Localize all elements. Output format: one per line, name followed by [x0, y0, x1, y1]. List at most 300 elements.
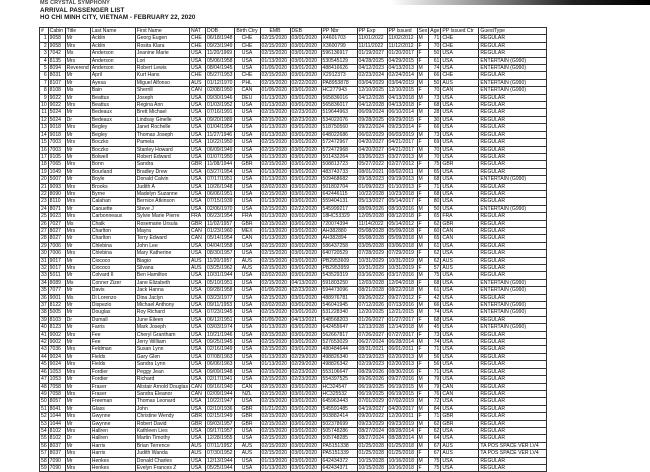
cell-first-name: Sherrill	[135, 87, 189, 94]
cell-last-name: Chalk	[90, 220, 135, 227]
cell-passport-expiry: 05/13/2027	[357, 198, 387, 205]
cell-sex: F	[417, 294, 429, 301]
cell-cabin: 8071	[48, 205, 65, 212]
cell-passport-issued-country: USA	[441, 57, 479, 64]
table-row	[40, 198, 547, 205]
cell-sex: F	[417, 464, 429, 471]
cell-passport-expiry: 09/22/2024	[357, 124, 387, 131]
cell-passport-number: 591803250	[321, 279, 357, 286]
cell-cabin: 9024	[48, 361, 65, 368]
cell-passport-issued-country: USA	[441, 398, 479, 405]
table-row	[40, 324, 547, 331]
cell-passport-expiry: 03/16/2026	[357, 272, 387, 279]
cell-nationality: USA	[190, 346, 206, 353]
cell-passport-issued-country: USA	[441, 131, 479, 138]
cell-cabin: 5011	[48, 272, 65, 279]
cell-cabin: 9093	[48, 183, 65, 190]
cell-emb: 02/15/2020	[260, 257, 290, 264]
cell-sex: F	[417, 227, 429, 234]
cell-title: Ms	[65, 220, 90, 227]
cell-index: 53	[41, 420, 47, 427]
cell-emb: 01/13/2020	[260, 94, 290, 101]
cell-passport-issued: 08/10/2016	[387, 205, 417, 212]
cell-title: Mrs	[65, 42, 90, 49]
cell-index: 10	[41, 102, 47, 109]
cell-last-name: Boczko	[90, 146, 135, 153]
cell-dob: 06/06/1951	[207, 190, 233, 197]
cell-passport-issued: 07/27/2017	[387, 331, 417, 338]
table-row	[40, 87, 547, 94]
cell-age: 56	[429, 361, 441, 368]
cell-emb: 02/15/2020	[260, 250, 290, 257]
cell-cabin: 7003	[48, 146, 65, 153]
cell-cabin: 7006	[48, 242, 65, 249]
cell-passport-issued: 04/13/2013	[387, 65, 417, 72]
cell-age: 70	[429, 153, 441, 160]
cell-passport-issued: 12/20/2011	[387, 413, 417, 420]
cell-passport-expiry: 12/05/2028	[357, 213, 387, 220]
cell-guest-type: REGULAR	[479, 102, 547, 109]
cell-passport-issued: 01/25/2018	[387, 442, 417, 449]
cell-nationality: USA	[190, 361, 206, 368]
cell-first-name: Christine Wendy	[135, 413, 189, 420]
cell-index: 51	[41, 405, 47, 412]
cell-passport-expiry: 04/12/2023	[357, 65, 387, 72]
cell-dob: 09/25/1945	[207, 339, 233, 346]
cell-cabin: 8103	[48, 316, 65, 323]
cell-sex: F	[417, 50, 429, 57]
cell-index: 23	[41, 198, 47, 205]
cell-passport-issued: 03/04/2019	[387, 79, 417, 86]
cell-birth-country: USA	[234, 427, 260, 434]
cell-age: 80	[429, 198, 441, 205]
cell-nationality: FRA	[190, 213, 206, 220]
cell-first-name: Rosemarie Ursula	[135, 220, 189, 227]
cell-index: 44	[41, 353, 47, 360]
table-row	[40, 42, 547, 49]
cell-nationality: AUS	[190, 442, 206, 449]
table-row	[40, 131, 547, 138]
cell-dob: 09/17/1957	[207, 427, 233, 434]
table-row	[40, 161, 547, 168]
cell-nationality: USA	[190, 168, 206, 175]
cell-dob: 05/27/1953	[207, 72, 233, 79]
cell-sex: M	[417, 176, 429, 183]
cell-passport-issued: 05/14/2017	[387, 198, 417, 205]
cell-cabin: 8027	[48, 227, 65, 234]
table-row	[40, 265, 547, 272]
table-row	[40, 116, 547, 123]
cell-passport-expiry: 10/31/2029	[357, 265, 387, 272]
cell-deb: 02/22/2020	[290, 79, 321, 86]
cell-passport-issued-country: USA	[441, 309, 479, 316]
cell-guest-type: REGULAR	[479, 109, 547, 116]
cell-birth-country: NZL	[234, 390, 260, 397]
cell-birth-country: USA	[234, 435, 260, 442]
table-row	[40, 353, 547, 360]
cell-dob: 03/25/1962	[207, 265, 233, 271]
cell-last-name: Fordier	[90, 376, 135, 383]
cell-cabin: 9017	[48, 257, 65, 264]
cell-birth-country: USA	[234, 316, 260, 323]
cell-dob: 09/16/1940	[207, 383, 233, 390]
cell-passport-expiry: 12/13/2028	[357, 324, 387, 331]
cell-passport-number: 562667817	[321, 331, 357, 338]
passenger-table	[39, 27, 547, 472]
cell-title: Dr	[65, 116, 90, 123]
table-row	[40, 390, 547, 397]
cell-passport-issued-country: USA	[441, 435, 479, 442]
cell-index: 54	[41, 427, 47, 434]
cell-index: 6	[40, 72, 49, 79]
cell-passport-number: 645963443	[321, 398, 357, 405]
cell-passport-issued: 04/21/2017	[387, 146, 417, 153]
cell-dob: 06/06/1963	[207, 361, 233, 368]
cell-birth-country: AUS	[234, 450, 260, 457]
cell-guest-type: REGULAR	[479, 250, 547, 257]
cell-age: 68	[429, 279, 441, 286]
cell-guest-type: ENTERTAIN (G990)	[479, 279, 547, 286]
cell-sex: F	[417, 161, 429, 168]
cell-index: 22	[41, 190, 47, 197]
cell-age: 79	[429, 376, 441, 383]
cell-emb: 01/13/2020	[260, 324, 290, 331]
cell-dob: 03/27/1954	[207, 168, 233, 175]
cell-deb: 03/01/2020	[290, 198, 321, 205]
table-row	[40, 220, 547, 227]
cell-last-name: Carbonneaux	[90, 213, 135, 220]
cell-deb: 03/01/2020	[290, 427, 321, 434]
cell-deb: 03/01/2020	[290, 442, 321, 449]
cell-passport-issued: 04/13/2018	[387, 94, 417, 101]
cell-index: 3	[40, 50, 49, 57]
table-row	[40, 346, 547, 353]
cell-index: 52	[41, 413, 47, 420]
cell-guest-type: REGULAR	[479, 383, 547, 390]
cell-index: 2	[40, 42, 49, 49]
cell-title: Mrs	[65, 250, 90, 257]
cell-title: Ms	[65, 87, 90, 94]
cell-dob: 11/20/1957	[207, 257, 233, 264]
cell-passport-expiry: 04/12/2028	[357, 102, 387, 109]
cell-emb: 02/15/2020	[260, 294, 290, 301]
cell-passport-expiry: 07/26/2027	[357, 331, 387, 338]
cell-age: 75	[429, 464, 441, 471]
cell-passport-issued-country: CAN	[441, 235, 479, 242]
cell-passport-expiry: 03/26/2023	[357, 153, 387, 160]
cell-nationality: USA	[190, 109, 206, 116]
cell-passport-issued: 05/09/2018	[387, 227, 417, 234]
cell-first-name: Jane Elizabeth	[135, 279, 189, 286]
cell-emb: 02/15/2020	[260, 435, 290, 442]
cell-birth-country: CAN	[234, 87, 260, 94]
column-header-passport-issued-country: PP Issued Ctr	[441, 28, 479, 35]
cell-first-name: Mayra	[135, 227, 189, 234]
cell-passport-issued: 06/19/2015	[387, 390, 417, 397]
cell-index: 43	[41, 346, 47, 353]
cell-passport-expiry: 08/09/2026	[357, 205, 387, 212]
cell-last-name: Gwynne	[90, 413, 135, 420]
cell-cabin: 8102	[48, 427, 65, 434]
cell-passport-issued-country: AUS	[441, 442, 479, 449]
cell-passport-number: 548568203	[321, 316, 357, 323]
cell-deb: 03/01/2020	[290, 272, 321, 279]
table-row	[40, 50, 547, 57]
cell-passport-number: 572472968	[321, 146, 357, 153]
cell-emb: 01/13/2020	[260, 361, 290, 368]
cell-cabin: 9018	[48, 131, 65, 138]
cell-index: 42	[41, 339, 47, 346]
cell-deb: 03/01/2020	[290, 250, 321, 257]
cell-sex: F	[417, 346, 429, 353]
cell-cabin: 7003	[48, 139, 65, 146]
cell-first-name: Stanley Howard	[135, 146, 189, 153]
cell-cabin: 9002	[48, 339, 65, 346]
cell-age: 57	[429, 265, 441, 272]
cell-deb: 03/01/2020	[290, 94, 321, 101]
cell-first-name: June Eileen	[135, 316, 189, 323]
cell-birth-country: DEU	[234, 94, 260, 101]
cell-title: Mrs	[65, 183, 90, 190]
cell-title: Mr	[65, 398, 90, 405]
cell-title: Mrs	[65, 198, 90, 205]
cell-birth-country: GBR	[234, 161, 260, 168]
cell-emb: 01/13/2020	[260, 131, 290, 138]
cell-guest-type: REGULAR	[479, 435, 547, 442]
cell-birth-country: GBR	[234, 413, 260, 420]
cell-last-name: Hallren	[90, 435, 135, 442]
cell-last-name: Henkes	[90, 457, 135, 464]
cell-guest-type: REGULAR	[479, 464, 547, 471]
cell-deb: 03/01/2020	[290, 420, 321, 427]
cell-last-name: Begley	[90, 131, 135, 138]
table-row	[40, 109, 547, 116]
cell-sex: F	[417, 124, 429, 131]
cell-age: 30	[429, 116, 441, 123]
cell-passport-number: 509468682	[321, 176, 357, 183]
cell-first-name: Michael Anthony	[135, 302, 189, 309]
cell-passport-issued-country: USA	[441, 324, 479, 331]
cell-sex: M	[417, 376, 429, 383]
table-row	[40, 368, 547, 375]
cell-emb: 01/13/2020	[260, 57, 290, 64]
cell-passport-expiry: 09/20/2022	[357, 413, 387, 420]
cell-passport-issued: 09/27/2012	[387, 294, 417, 301]
cell-deb: 03/01/2020	[290, 161, 321, 168]
cell-passport-issued-country: USA	[441, 272, 479, 279]
cell-birth-country: USA	[234, 346, 260, 353]
cell-title: Mr	[65, 324, 90, 331]
cell-nationality: USA	[190, 324, 206, 331]
cell-guest-type: REGULAR	[479, 35, 547, 42]
cell-sex: M	[417, 242, 429, 249]
cell-cabin: 8123	[48, 324, 65, 331]
cell-age: 28	[429, 109, 441, 116]
cell-passport-number: 519644963	[321, 109, 357, 116]
cell-sex: M	[417, 168, 429, 175]
cell-index: 16	[41, 146, 47, 153]
cell-passport-issued-country: USA	[441, 361, 479, 368]
cell-passport-issued-country: CAN	[441, 227, 479, 234]
cell-guest-type: REGULAR	[479, 94, 547, 101]
cell-age: 56	[429, 353, 441, 360]
cell-deb: 03/01/2020	[290, 153, 321, 160]
cell-passport-number: 505748286	[321, 427, 357, 434]
cell-emb: 01/13/2020	[260, 176, 290, 183]
cell-passport-expiry: 12/03/2028	[357, 279, 387, 286]
cell-index: 11	[41, 109, 47, 116]
cell-age: 74	[429, 309, 441, 316]
cell-sex: M	[417, 131, 429, 138]
table-row	[40, 190, 547, 197]
cell-title: Ms	[65, 279, 90, 286]
cell-index: 41	[41, 331, 47, 338]
table-row	[40, 257, 547, 264]
cell-birth-country: USA	[234, 294, 260, 301]
cell-cabin: 9058	[48, 35, 65, 42]
cell-birth-country: USA	[234, 57, 260, 64]
cell-age: 60	[429, 227, 441, 234]
cell-title: Mrs	[65, 464, 90, 471]
cell-sex: F	[417, 87, 429, 94]
cell-cabin: 7077	[48, 287, 65, 294]
cell-index: 17	[41, 153, 47, 160]
cell-guest-type: REGULAR	[479, 413, 547, 420]
cell-passport-expiry: 04/20/2027	[357, 139, 387, 146]
cell-sex: M	[417, 94, 429, 101]
cell-last-name: Fraser	[90, 383, 135, 390]
cell-passport-issued: 06/01/2011	[387, 346, 417, 353]
cell-guest-type: REGULAR	[479, 353, 547, 360]
cell-dob: 09/28/1958	[207, 287, 233, 294]
cell-age: 61	[429, 57, 441, 64]
cell-title: Mrs	[65, 346, 90, 353]
column-header-age: Age	[430, 28, 440, 34]
table-row	[40, 205, 547, 212]
column-header-index: #	[40, 28, 49, 35]
cell-passport-expiry: 04/19/2027	[357, 405, 387, 412]
cell-first-name: Evelyn Frances Z	[135, 464, 189, 471]
cell-passport-number: AH382880	[321, 227, 357, 234]
cell-last-name: Bedeaux	[90, 109, 135, 116]
cell-passport-expiry: 01/25/2028	[357, 450, 387, 457]
cell-guest-type: REGULAR	[479, 457, 547, 464]
cell-last-name: Byrne	[90, 190, 135, 197]
cell-nationality: USA	[190, 146, 206, 153]
cell-title: Mrs	[65, 368, 90, 375]
cell-passport-number: HC277943	[321, 87, 357, 94]
cell-emb: 01/13/2020	[260, 213, 290, 220]
cell-cabin: 9023	[48, 213, 65, 220]
cell-title: Mr	[65, 457, 90, 464]
cell-guest-type: ENTERTAIN (G990)	[479, 302, 547, 309]
cell-deb: 03/01/2020	[290, 176, 321, 183]
cell-dob: 01/12/1970	[207, 79, 233, 86]
cell-first-name: Gary Glen	[135, 353, 189, 360]
cell-passport-issued-country: USA	[441, 302, 479, 309]
cell-passport-expiry: 04/20/2027	[357, 146, 387, 153]
cell-sex: M	[417, 72, 429, 79]
cell-last-name: Acklin	[90, 42, 135, 49]
cell-emb: 02/15/2020	[260, 450, 290, 457]
cell-emb: 02/15/2020	[260, 79, 290, 86]
cell-index: 8	[40, 87, 49, 94]
cell-passport-issued: 06/19/2015	[387, 383, 417, 390]
cell-index: 55	[41, 435, 47, 442]
cell-deb: 03/01/2020	[290, 331, 321, 338]
cell-emb: 02/15/2020	[260, 242, 290, 249]
cell-passport-number: 642446115	[321, 190, 357, 197]
cell-first-name: Dina Jaclyn	[135, 294, 189, 301]
cell-passport-issued-country: USA	[441, 65, 479, 72]
cell-passport-expiry: 06/19/2025	[357, 383, 387, 390]
cell-passport-issued-country: CAN	[441, 87, 479, 94]
cell-emb: 02/15/2020	[260, 190, 290, 197]
cell-dob: 11/27/1946	[207, 131, 233, 138]
cell-passport-issued-country: USA	[441, 50, 479, 57]
cell-cabin: 5007	[48, 176, 65, 183]
cell-emb: 02/15/2020	[260, 427, 290, 434]
cell-age: 76	[429, 390, 441, 397]
table-row	[40, 153, 547, 160]
cell-first-name: Brian Terrence	[135, 442, 189, 449]
table-row	[40, 294, 547, 301]
cell-title: Mrs	[65, 361, 90, 368]
cell-cabin: 7058	[48, 383, 65, 390]
cell-passport-issued: 02/27/2012	[387, 161, 417, 168]
cell-age: 42	[429, 294, 441, 301]
cell-first-name: Georg Eugen	[135, 35, 189, 42]
cell-passport-expiry: 04/28/2025	[357, 57, 387, 64]
cell-age: 62	[429, 427, 441, 434]
cell-passport-issued: 02/20/2013	[387, 361, 417, 368]
cell-passport-number: 642434372	[321, 457, 357, 464]
cell-passport-expiry: 01/19/2027	[357, 50, 387, 57]
table-row	[40, 413, 547, 420]
cell-index: 37	[41, 302, 47, 309]
cell-passport-issued-country: GBR	[441, 413, 479, 420]
cell-guest-type: REGULAR	[479, 294, 547, 301]
cell-age: 75	[429, 272, 441, 279]
cell-index: 47	[41, 376, 47, 383]
cell-deb: 03/01/2020	[290, 398, 321, 405]
cell-deb: 03/01/2020	[290, 324, 321, 331]
cell-passport-issued: 09/23/2019	[387, 420, 417, 427]
column-header-emb: EMB	[260, 28, 290, 35]
cell-birth-country: USA	[234, 139, 260, 146]
cell-passport-number: 501432264	[321, 153, 357, 160]
cell-sex: F	[417, 102, 429, 109]
cell-passport-expiry: 09/18/2023	[357, 176, 387, 183]
cell-dob: 04/04/1958	[207, 242, 233, 249]
cell-last-name: Chlebina	[90, 250, 135, 257]
cell-deb: 03/01/2020	[290, 390, 321, 397]
cell-age: 50	[429, 79, 441, 86]
cell-last-name: Charlton	[90, 227, 135, 234]
cell-emb: 02/15/2020	[260, 309, 290, 316]
cell-emb: 02/15/2020	[260, 205, 290, 212]
cell-passport-expiry: 10/22/2028	[357, 190, 387, 197]
cell-cabin: 1053	[48, 376, 65, 383]
cell-first-name: Donald Charles	[135, 457, 189, 464]
cell-index: 56	[41, 442, 47, 449]
cell-passport-number: 530545129	[321, 57, 357, 64]
cell-last-name: Gwynne	[90, 420, 135, 427]
cell-age: 73	[429, 94, 441, 101]
cell-sex: F	[417, 361, 429, 368]
cell-last-name: Bolwell	[90, 153, 135, 160]
table-row	[40, 331, 547, 338]
